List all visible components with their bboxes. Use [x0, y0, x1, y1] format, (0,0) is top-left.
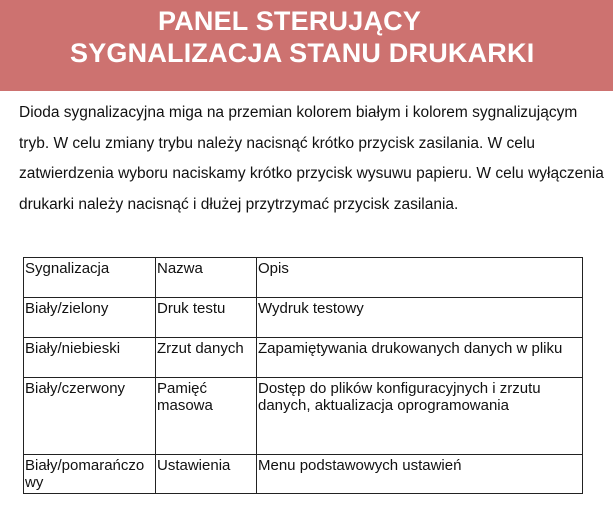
- cell-description: Menu podstawowych ustawień: [257, 455, 583, 494]
- page-subtitle: SYGNALIZACJA STANU DRUKARKI: [70, 38, 535, 68]
- cell-signal: Biały/czerwony: [24, 378, 156, 455]
- table-row: [24, 455, 583, 494]
- cell-signal: Biały/niebieski: [24, 338, 156, 378]
- cell-description: Zapamiętywania drukowanych danych w pliku: [257, 338, 583, 378]
- table-row: [24, 378, 583, 455]
- intro-paragraph: Dioda sygnalizacyjna miga na przemian kolorem białym i kolorem sygnalizującym tryb. W celu zmiany trybu należy nacisnąć krótko przycisk zasilania. W celu zatwierdzenia wyboru naciskamy krótko przycisk wysuwu papieru. W celu wyłączenia drukarki należy nacisnąć i dłużej przytrzymać przycisk zasilania.: [19, 104, 604, 213]
- cell-description: Dostęp do plików konfiguracyjnych i zrzutu danych, aktualizacja oprogramowania: [257, 378, 583, 455]
- header-cell-description: Opis: [257, 258, 583, 298]
- table-row: [24, 338, 583, 378]
- cell-name: Ustawienia: [156, 455, 257, 494]
- page-title: PANEL STERUJĄCY: [158, 6, 422, 36]
- cell-signal: Biały/pomarańczowy: [24, 455, 156, 494]
- cell-name: Zrzut danych: [156, 338, 257, 378]
- header-cell-name: Nazwa: [156, 258, 257, 298]
- table-header-row: [24, 258, 583, 298]
- cell-name: Pamięć masowa: [156, 378, 257, 455]
- cell-name: Druk testu: [156, 298, 257, 338]
- header-cell-signal: Sygnalizacja: [24, 258, 156, 298]
- table-row: [24, 298, 583, 338]
- cell-signal: Biały/zielony: [24, 298, 156, 338]
- status-table: [23, 257, 583, 494]
- header-banner: [0, 0, 613, 91]
- cell-description: Wydruk testowy: [257, 298, 583, 338]
